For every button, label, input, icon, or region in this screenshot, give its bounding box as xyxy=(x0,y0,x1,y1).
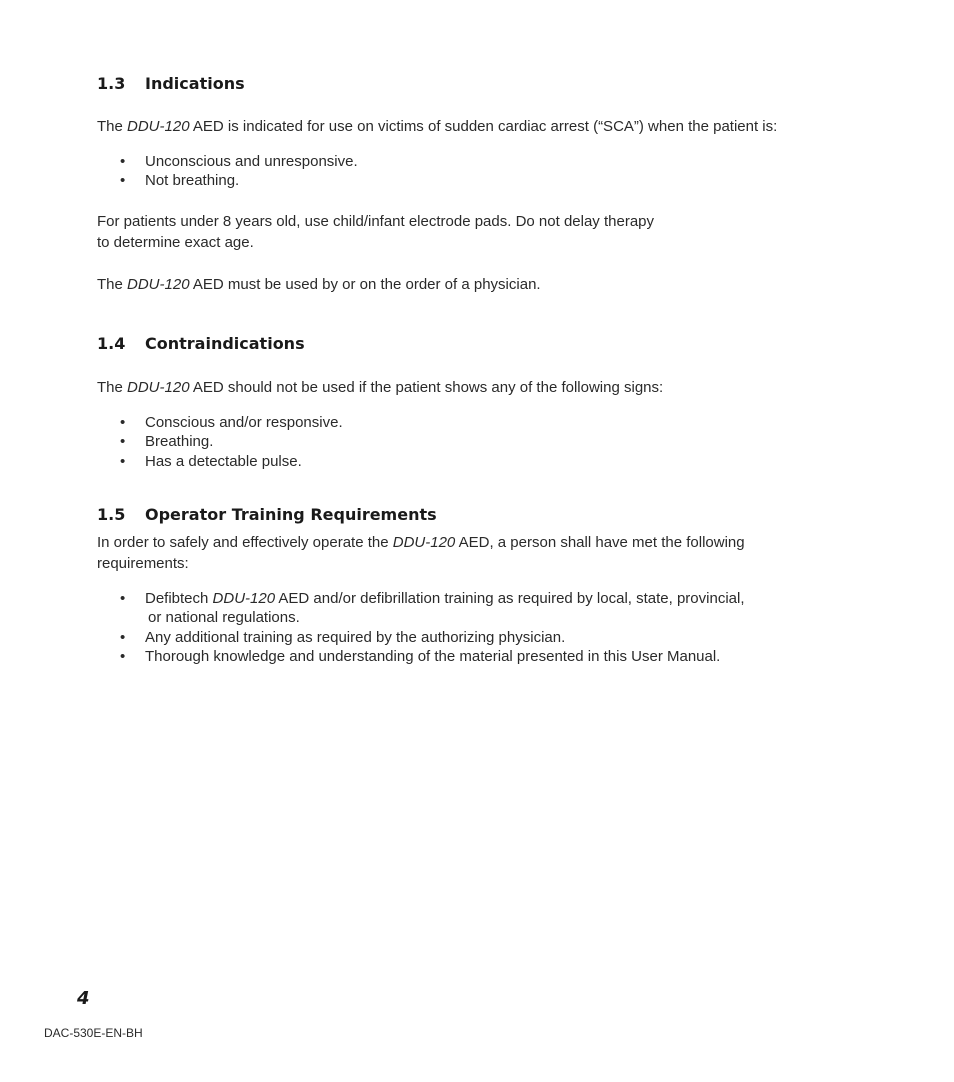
section-title: Indications xyxy=(145,74,245,93)
bullet-icon: • xyxy=(120,433,126,451)
bullet-icon: • xyxy=(120,153,126,170)
list-item: • Conscious and/or responsive. xyxy=(120,414,343,431)
section-title: Contraindications xyxy=(145,334,305,353)
contraindications-intro: The DDU-120 AED should not be used if the patient shows any of the following signs: xyxy=(97,379,664,396)
bullet-icon: • xyxy=(120,452,126,470)
product-name: DDU-120 xyxy=(127,379,190,396)
list-item: • Has a detectable pulse. xyxy=(120,452,302,470)
physician-order-note: The DDU-120 AED must be used by or on the order of a physician. xyxy=(97,276,541,293)
product-name: DDU-120 xyxy=(392,534,456,551)
list-item: • Breathing. xyxy=(120,433,214,451)
section-number: 1.3 xyxy=(97,74,126,93)
training-intro: In order to safely and effectively operate the DDU-120 AED, a person shall have met the following requirements: xyxy=(97,534,745,572)
list-item: • Unconscious and unresponsive. xyxy=(120,153,358,170)
section-heading-indications xyxy=(97,74,245,94)
list-item: • Thorough knowledge and understanding of the material presented in this User Manual. xyxy=(120,648,721,666)
page-number: 4 xyxy=(77,988,90,1009)
contraindications-list xyxy=(120,413,343,471)
list-item: • Any additional training as required by the authorizing physician. xyxy=(120,628,566,646)
list-item: • Defibtech DDU-120 AED and/or defibrillation training as required by local, state, provincial, or national regulations. xyxy=(120,590,745,627)
bullet-icon: • xyxy=(120,590,126,607)
section-title: Operator Training Requirements xyxy=(145,505,437,524)
bullet-icon: • xyxy=(120,414,126,431)
section-heading-contraindications xyxy=(97,334,305,354)
section-number: 1.4 xyxy=(97,334,126,353)
bullet-icon: • xyxy=(120,172,126,190)
document-code: DAC-530E-EN-BH xyxy=(44,1026,143,1040)
product-name: DDU-120 xyxy=(212,590,276,607)
list-item: • Not breathing. xyxy=(120,172,240,190)
section-heading-operator-training xyxy=(97,505,437,525)
pediatric-pads-note: For patients under 8 years old, use child/infant electrode pads. Do not delay therapy to determine exact age. xyxy=(97,213,654,251)
training-requirements-list xyxy=(120,589,745,667)
section-number: 1.5 xyxy=(97,505,126,524)
product-name: DDU-120 xyxy=(127,118,190,135)
product-name: DDU-120 xyxy=(127,276,190,293)
indications-intro: The DDU-120 AED is indicated for use on victims of sudden cardiac arrest (“SCA”) when the patient is: xyxy=(97,118,778,135)
indications-list xyxy=(120,152,358,191)
bullet-icon: • xyxy=(120,628,126,646)
bullet-icon: • xyxy=(120,648,126,666)
